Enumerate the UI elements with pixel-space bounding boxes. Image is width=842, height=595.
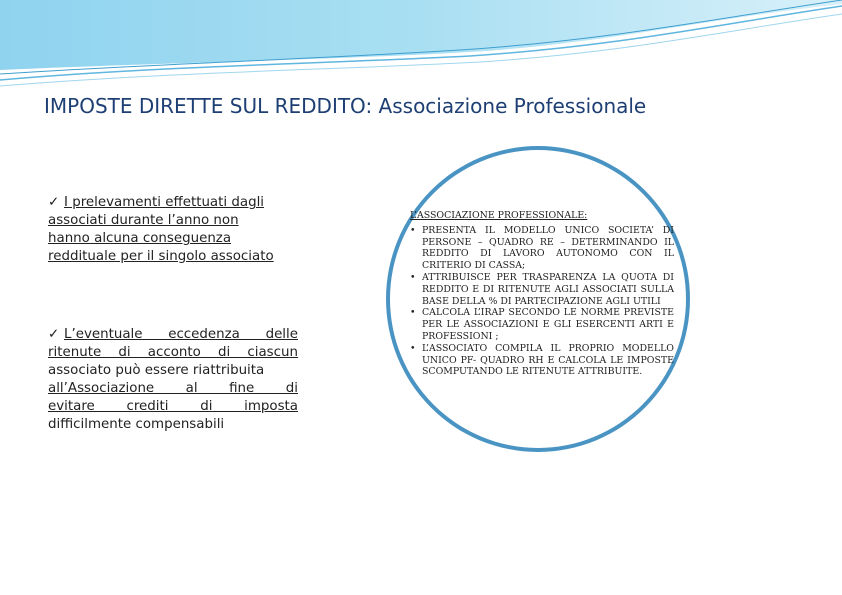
point-line: L’eventuale eccedenza delle — [64, 327, 298, 342]
point-prelevamenti — [48, 194, 298, 266]
point-line: associati durante l’anno non — [48, 213, 239, 228]
checkmark-icon: ✓ — [48, 195, 60, 210]
bullet-icon: • — [410, 224, 416, 236]
list-item: • PRESENTA IL MODELLO UNICO SOCIETA’ DI PERSONE – QUADRO RE – DETERMINANDO IL REDDITO DI LAVORO AUTONOMO CON IL CRITERIO DI CASSA; — [410, 224, 674, 272]
circle-content — [410, 210, 674, 378]
circle-bullet-list — [410, 225, 674, 378]
point-line: difficilmente compensabili — [48, 417, 225, 432]
checkmark-icon: ✓ — [48, 327, 60, 342]
point-line: evitare crediti di imposta — [48, 399, 298, 414]
point-line: all’Associazione al fine di — [48, 381, 298, 396]
list-item: • L’ASSOCIATO COMPILA IL PROPRIO MODELLO UNICO PF- QUADRO RH E CALCOLA LE IMPOSTE SCOMPUTANDO LE RITENUTE ATTRIBUITE. — [410, 342, 674, 378]
bullet-icon: • — [410, 307, 416, 319]
list-item: • ATTRIBUISCE PER TRASPARENZA LA QUOTA DI REDDITO E DI RITENUTE AGLI ASSOCIATI SULLA BASE DELLA % DI PARTECIPAZIONE AGLI UTILI — [410, 271, 674, 307]
point-line: associato può essere riattribuita — [48, 363, 265, 378]
point-line: I prelevamenti effettuati dagli — [64, 195, 265, 210]
bullet-icon: • — [410, 342, 416, 354]
point-line: hanno alcuna conseguenza — [48, 231, 232, 246]
bullet-icon: • — [410, 271, 416, 283]
circle-heading: L’ASSOCIAZIONE PROFESSIONALE: — [410, 210, 588, 221]
point-eccedenza — [48, 326, 298, 434]
list-item: • CALCOLA L’IRAP SECONDO LE NORME PREVISTE PER LE ASSOCIAZIONI E GLI ESERCENTI ARTI E PROFESSIONI ; — [410, 307, 674, 342]
page-title: IMPOSTE DIRETTE SUL REDDITO: Associazione Professionale — [44, 94, 647, 118]
decorative-wave-banner — [0, 0, 842, 100]
point-line: ritenute di acconto di ciascun — [48, 345, 298, 360]
point-line: reddituale per il singolo associato — [48, 249, 274, 264]
